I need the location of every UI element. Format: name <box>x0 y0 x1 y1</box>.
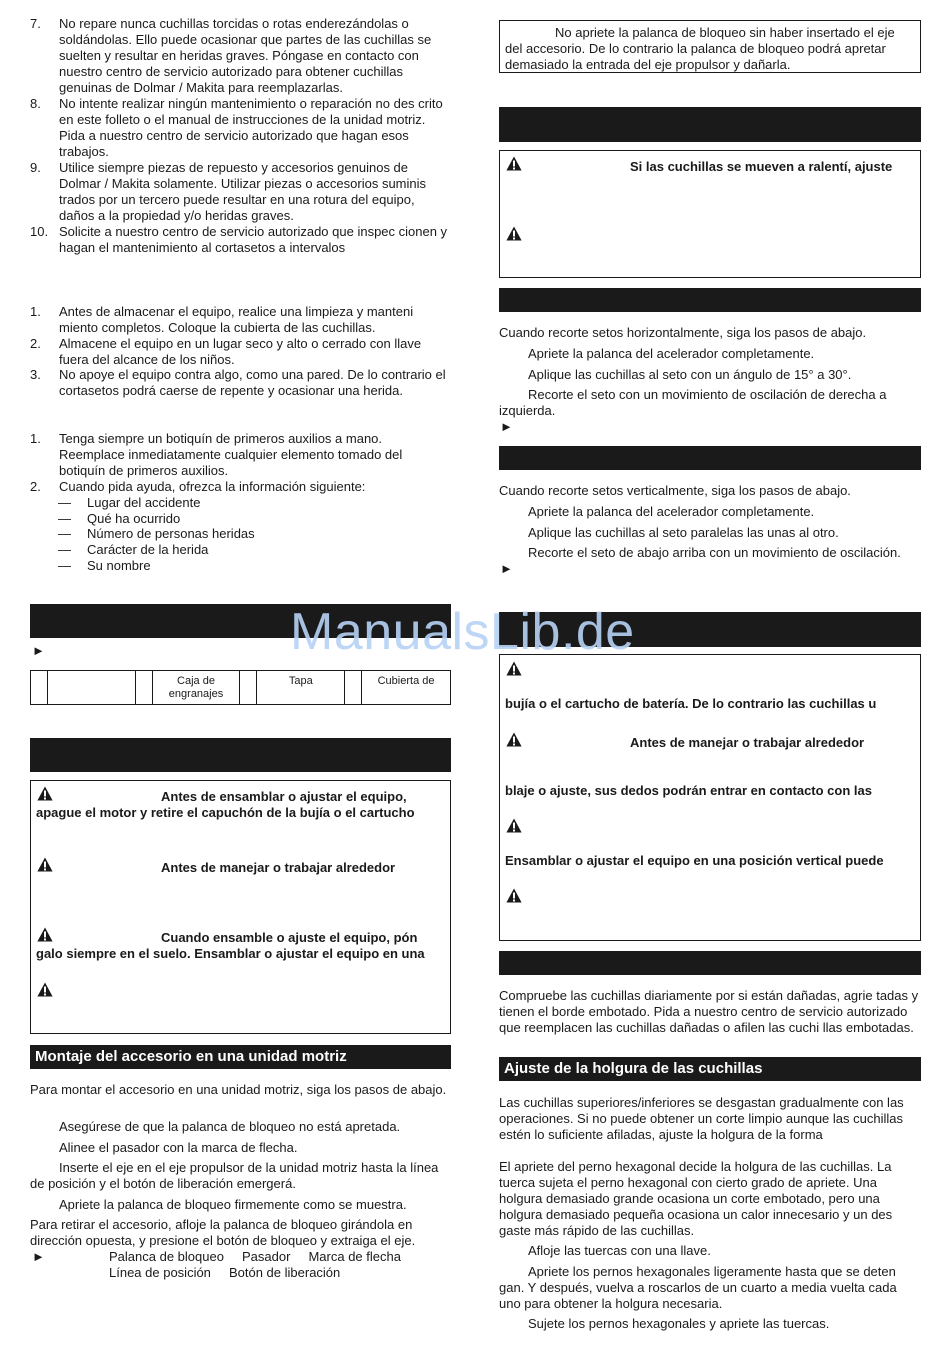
table-cell <box>345 671 362 705</box>
warning-icon <box>506 818 522 833</box>
warning-text: Cuando ensamble o ajuste el equipo, pón galo siempre en el suelo. Ensamblar o ajustar el equipo en una <box>36 930 425 961</box>
warning-text: bujía o el cartucho de batería. De lo contrario las cuchillas u <box>505 696 877 711</box>
figure-legend: Línea de posición Botón de liberación <box>109 1265 341 1280</box>
section-bar-vertical <box>499 446 921 470</box>
section-bar-horizontal <box>499 288 921 312</box>
warning-icon <box>506 888 522 903</box>
dash-item: — Número de personas heridas <box>58 526 255 541</box>
mount-step: Apriete la palanca de bloqueo firmemente como se muestra. <box>59 1197 407 1212</box>
vertical-step: Recorte el seto de abajo arriba con un movimiento de oscilación. <box>528 545 901 560</box>
dash-item: — Qué ha ocurrido <box>58 511 181 526</box>
mount-step: Asegúrese de que la palanca de bloqueo no está apretada. <box>59 1119 401 1134</box>
dash-item: — Lugar del accidente <box>58 495 201 510</box>
vertical-step: Aplique las cuchillas al seto paralelas las unas al otro. <box>528 525 839 540</box>
watermark: ManualsLib.de <box>290 603 635 661</box>
warning-text: Antes de ensamblar o ajustar el equipo, apague el motor y retire el capuchón de la bujía o el cartucho <box>36 789 415 820</box>
warning-icon <box>506 661 522 676</box>
horizontal-step: Aplique las cuchillas al seto con un ángulo de 15° a 30°. <box>528 367 852 382</box>
warning-icon <box>37 857 53 872</box>
arrow-icon: ► <box>500 561 513 576</box>
arrow-icon: ► <box>500 419 513 434</box>
warning-icon <box>506 156 522 171</box>
warning-text: blaje o ajuste, sus dedos podrán entrar en contacto con las <box>505 783 872 798</box>
clearance-step: Apriete los pernos hexagonales ligeramente hasta que se deten gan. Y después, vuelva a roscarlos de un cuarto a media vuelta cada uno para obtener la holgura necesaria. <box>499 1264 897 1311</box>
dash-item: — Carácter de la herida <box>58 542 209 557</box>
mount-intro: Para montar el accesorio en una unidad motriz, siga los pasos de abajo. <box>30 1082 447 1097</box>
vertical-intro: Cuando recorte setos verticalmente, siga los pasos de abajo. <box>499 483 851 498</box>
inspect-text: Compruebe las cuchillas diariamente por si están dañadas, agrie tadas y tienen el borde embotado. Pida a nuestro centro de servicio autorizado que reemplacen las cuchillas dañadas o afilen las cuchi llas embotadas. <box>499 988 919 1035</box>
horizontal-step: Recorte el seto con un movimiento de oscilación de derecha a izquierda. <box>499 387 887 418</box>
section-heading: Montaje del accesorio en una unidad motriz <box>35 1048 347 1065</box>
table-cell: Caja de engranajes <box>152 671 240 705</box>
section-heading: Ajuste de la holgura de las cuchillas <box>504 1060 763 1077</box>
section-bar-assembly <box>30 738 451 772</box>
arrow-icon: ► <box>32 643 45 658</box>
clearance-p2: El apriete del perno hexagonal decide la holgura de las cuchillas. La tuerca sujeta el perno hexagonal con cierto grado de apriete. Una holgura demasiado grande ocasiona un corte embotado, pero una holgura demasiado pequeña ocasiona un calor innecesario y un des gaste más rápido de las cuchillas. <box>499 1159 893 1238</box>
warning-icon <box>506 732 522 747</box>
list-item: 2. Cuando pida ayuda, ofrezca la información siguiente: <box>30 479 366 494</box>
warning-text: Antes de manejar o trabajar alrededor <box>161 860 396 875</box>
arrow-icon: ► <box>32 1249 45 1264</box>
figure-legend: Palanca de bloqueo Pasador Marca de flecha <box>109 1249 401 1264</box>
warning-text: Ensamblar o ajustar el equipo en una posición vertical puede <box>505 853 884 868</box>
list-item: 3. No apoye el equipo contra algo, como una pared. De lo contrario el cortasetos podrá caerse de repente y ocasionar una herida. <box>30 367 446 398</box>
dash-item: — Su nombre <box>58 558 151 573</box>
clearance-step: Afloje las tuercas con una llave. <box>528 1243 711 1258</box>
list-item: 9. Utilice siempre piezas de repuesto y accesorios genuinos de Dolmar / Makita solamente. Utilizar piezas o accesorios suminis trados por un tercero puede resultar en una rotura del equipo, daños a la propiedad y/o heridas graves. <box>30 160 427 223</box>
horizontal-step: Apriete la palanca del acelerador completamente. <box>528 346 815 361</box>
warning-box <box>30 780 451 1034</box>
vertical-step: Apriete la palanca del acelerador completamente. <box>528 504 815 519</box>
warning-text: Antes de manejar o trabajar alrededor <box>630 735 865 750</box>
list-item: 1. Antes de almacenar el equipo, realice una limpieza y manteni miento completos. Coloque la cubierta de las cuchillas. <box>30 304 414 335</box>
table-cell <box>47 671 135 705</box>
warning-box <box>499 654 921 941</box>
list-item: 10. Solicite a nuestro centro de servicio autorizado que inspec cionen y hagan el mantenimiento al cortasetos a intervalos <box>30 224 448 255</box>
warning-icon <box>37 982 53 997</box>
note-box: No apriete la palanca de bloqueo sin haber insertado el eje del accesorio. De lo contrario la palanca de bloqueo podrá apretar demasiado la entrada del eje propulsor y dañarla. <box>499 20 921 73</box>
warning-box <box>499 150 921 278</box>
section-bar-inspect <box>499 951 921 975</box>
section-bar-clearance <box>499 1057 921 1081</box>
warning-text: Si las cuchillas se mueven a ralentí, ajuste <box>630 159 893 174</box>
parts-table <box>30 670 451 705</box>
mount-step: Inserte el eje en el eje propulsor de la unidad motriz hasta la línea de posición y el botón de liberación emergerá. <box>30 1160 439 1191</box>
warning-icon <box>506 226 522 241</box>
list-item: 7. No repare nunca cuchillas torcidas o rotas enderezándolas o soldándolas. Ello puede ocasionar que partes de las cuchillas se suelten y resultar en heridas graves. Póngase en contacto con nuestro centro de servicio autorizado para obtener cuchillas genuinas de Dolmar / Makita para reemplazarlas. <box>30 16 432 95</box>
remove-text: Para retirar el accesorio, afloje la palanca de bloqueo girándola en dirección opuesta, y presione el botón de bloqueo y extraiga el eje. <box>30 1217 416 1248</box>
list-item: 1. Tenga siempre un botiquín de primeros auxilios a mano. Reemplace inmediatamente cualquier elemento tomado del botiquín de primeros auxilios. <box>30 431 403 478</box>
clearance-step: Sujete los pernos hexagonales y apriete las tuercas. <box>528 1316 830 1331</box>
table-cell: Tapa <box>257 671 345 705</box>
clearance-p1: Las cuchillas superiores/inferiores se desgastan gradualmente con las operaciones. Si no puede obtener un corte limpio aunque las cuchillas estén lo suficiente afiladas, ajuste la holgura de la forma <box>499 1095 904 1142</box>
section-bar-adjust <box>499 107 921 142</box>
list-item: 2. Almacene el equipo en un lugar seco y alto o cerrado con llave fuera del alcance de los niños. <box>30 336 422 367</box>
horizontal-intro: Cuando recorte setos horizontalmente, siga los pasos de abajo. <box>499 325 867 340</box>
table-cell <box>31 671 48 705</box>
list-item: 8. No intente realizar ningún mantenimiento o reparación no des crito en este folleto o el manual de instrucciones de la unidad motriz. Pida a nuestro centro de servicio autorizado que hagan esos trabajos. <box>30 96 443 159</box>
table-cell <box>135 671 152 705</box>
table-cell: Cubierta de <box>362 671 451 705</box>
table-cell <box>240 671 257 705</box>
section-bar-mount <box>30 1045 451 1069</box>
mount-step: Alinee el pasador con la marca de flecha. <box>59 1140 298 1155</box>
